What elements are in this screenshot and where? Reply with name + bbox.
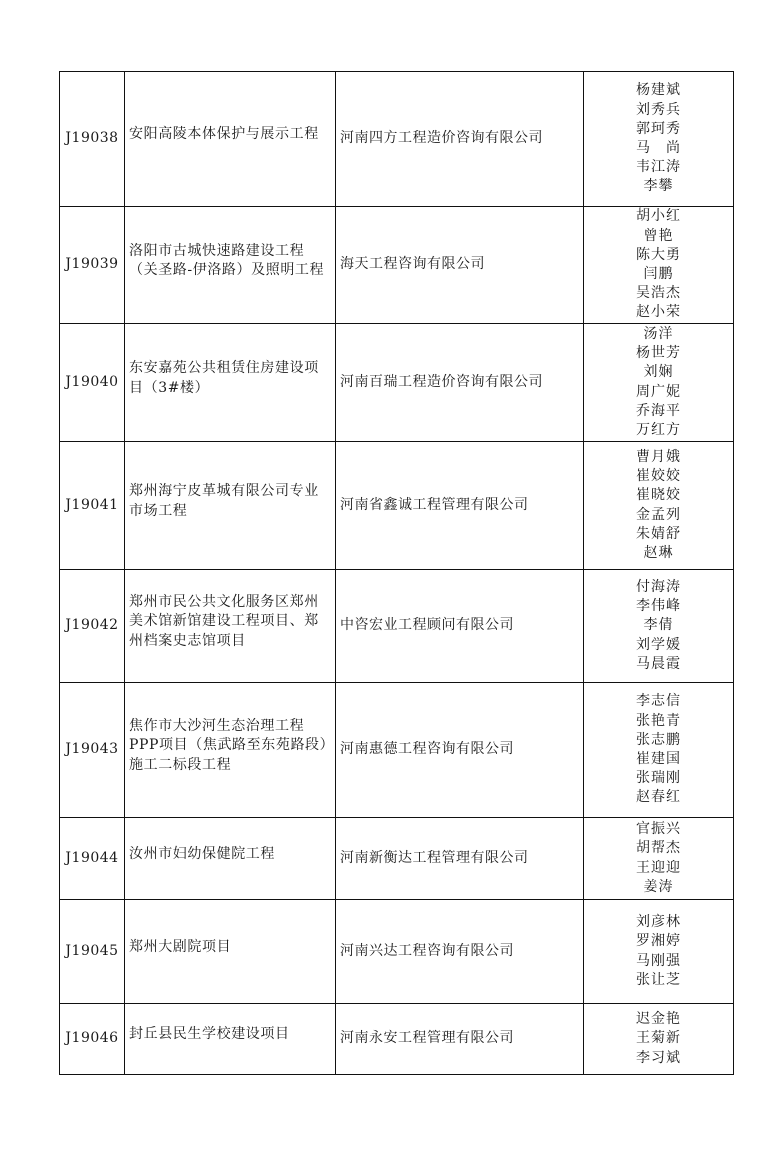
company-name: 河南惠德工程咨询有限公司 (336, 683, 584, 818)
company-name: 河南省鑫诚工程管理有限公司 (336, 442, 584, 570)
person-name: 张志鹏 (636, 731, 681, 748)
people-list (584, 442, 734, 570)
person-name: 李攀 (643, 178, 674, 195)
table-row (60, 683, 734, 818)
person-name: 刘秀兵 (636, 101, 681, 118)
person-name: 金孟列 (636, 506, 681, 523)
people-list (584, 1004, 734, 1075)
project-number: J19044 (60, 818, 125, 900)
project-name (125, 72, 336, 207)
project-name-text: 封丘县民生学校建设项目 (129, 1026, 290, 1043)
table-row (60, 72, 734, 207)
project-name (125, 818, 336, 900)
person-name: 曹月娥 (636, 448, 681, 465)
person-name: 闫鹏 (643, 266, 674, 282)
project-number: J19041 (60, 442, 125, 570)
person-name: 陈大勇 (636, 246, 681, 263)
person-name: 韦江涛 (636, 159, 681, 176)
table-row (60, 818, 734, 900)
company-name: 海天工程咨询有限公司 (336, 207, 584, 324)
project-name (125, 1004, 336, 1075)
table-row (60, 900, 734, 1004)
person-name: 罗湘婷 (636, 933, 681, 950)
project-name-text: 安阳高陵本体保护与展示工程 (129, 126, 319, 143)
company-name: 河南四方工程造价咨询有限公司 (336, 72, 584, 207)
award-list-body (60, 72, 734, 1075)
project-number: J19046 (60, 1004, 125, 1075)
project-name-text: 东安嘉苑公共租赁住房建设项目（3#楼） (129, 360, 319, 396)
project-name-text: 焦作市大沙河生态治理工程PPP项目（焦武路至东苑路段）施工二标段工程 (129, 717, 328, 773)
project-name (125, 683, 336, 818)
person-name: 姜涛 (643, 878, 674, 895)
person-name: 崔姣姣 (636, 468, 681, 485)
people-list (584, 570, 734, 683)
person-name: 崔晓姣 (636, 487, 681, 504)
person-name: 赵琳 (643, 544, 674, 561)
project-name-text: 郑州海宁皮革城有限公司专业市场工程 (129, 483, 319, 519)
project-name (125, 900, 336, 1004)
person-name: 李志信 (636, 693, 681, 710)
project-name (125, 324, 336, 442)
person-name: 胡帮杰 (636, 840, 681, 857)
project-name (125, 570, 336, 683)
person-name: 马 尚 (636, 140, 681, 156)
person-name: 周广妮 (636, 383, 681, 400)
person-name: 张艳青 (636, 712, 681, 729)
company-name: 河南新衡达工程管理有限公司 (336, 818, 584, 900)
person-name: 王菊新 (636, 1030, 681, 1047)
person-name: 张让芝 (636, 971, 681, 988)
person-name: 杨建斌 (636, 82, 681, 99)
project-name (125, 207, 336, 324)
person-name: 付海涛 (636, 578, 681, 595)
people-list (584, 818, 734, 900)
project-name-text: 郑州市民公共文化服务区郑州美术馆新馆建设工程项目、郑州档案史志馆项目 (129, 593, 319, 649)
person-name: 赵小荣 (636, 304, 681, 321)
person-name: 曾艳 (643, 227, 674, 244)
company-name: 中咨宏业工程顾问有限公司 (336, 570, 584, 683)
person-name: 迟金艳 (636, 1011, 681, 1028)
person-name: 万红方 (636, 421, 681, 438)
person-name: 王迎迎 (636, 859, 681, 876)
person-name: 刘学媛 (636, 636, 681, 653)
project-number: J19038 (60, 72, 125, 207)
person-name: 汤洋 (643, 325, 674, 342)
project-number: J19043 (60, 683, 125, 818)
table-row (60, 324, 734, 442)
project-name-text: 郑州大剧院项目 (129, 938, 232, 955)
people-list (584, 72, 734, 207)
person-name: 马晨霞 (636, 655, 681, 672)
company-name: 河南百瑞工程造价咨询有限公司 (336, 324, 584, 442)
project-name (125, 442, 336, 570)
people-list (584, 900, 734, 1004)
person-name: 赵春红 (636, 789, 681, 806)
table-row (60, 570, 734, 683)
project-number: J19040 (60, 324, 125, 442)
project-number: J19045 (60, 900, 125, 1004)
company-name: 河南永安工程管理有限公司 (336, 1004, 584, 1075)
project-name-text: 汝州市妇幼保健院工程 (129, 845, 275, 862)
person-name: 李习斌 (636, 1049, 681, 1066)
person-name: 官振兴 (636, 821, 681, 838)
person-name: 张瑞刚 (636, 770, 681, 787)
project-number: J19039 (60, 207, 125, 324)
person-name: 刘彦林 (636, 914, 681, 931)
project-number: J19042 (60, 570, 125, 683)
table-row (60, 1004, 734, 1075)
people-list (584, 683, 734, 818)
person-name: 朱婧舒 (636, 525, 681, 542)
table-row (60, 207, 734, 324)
company-name: 河南兴达工程咨询有限公司 (336, 900, 584, 1004)
person-name: 李伟峰 (636, 598, 681, 615)
people-list (584, 324, 734, 442)
person-name: 胡小红 (636, 208, 681, 225)
person-name: 李倩 (643, 617, 674, 634)
project-name-text: 洛阳市古城快速路建设工程（关圣路-伊洛路）及照明工程 (129, 242, 325, 278)
person-name: 乔海平 (636, 402, 681, 419)
table-row (60, 442, 734, 570)
person-name: 郭珂秀 (636, 120, 681, 137)
person-name: 吴浩杰 (636, 285, 681, 302)
award-list-table (59, 71, 734, 1075)
person-name: 崔建国 (636, 751, 681, 767)
person-name: 刘娴 (643, 364, 674, 381)
person-name: 马刚强 (636, 952, 681, 969)
person-name: 杨世芳 (636, 345, 681, 362)
people-list (584, 207, 734, 324)
